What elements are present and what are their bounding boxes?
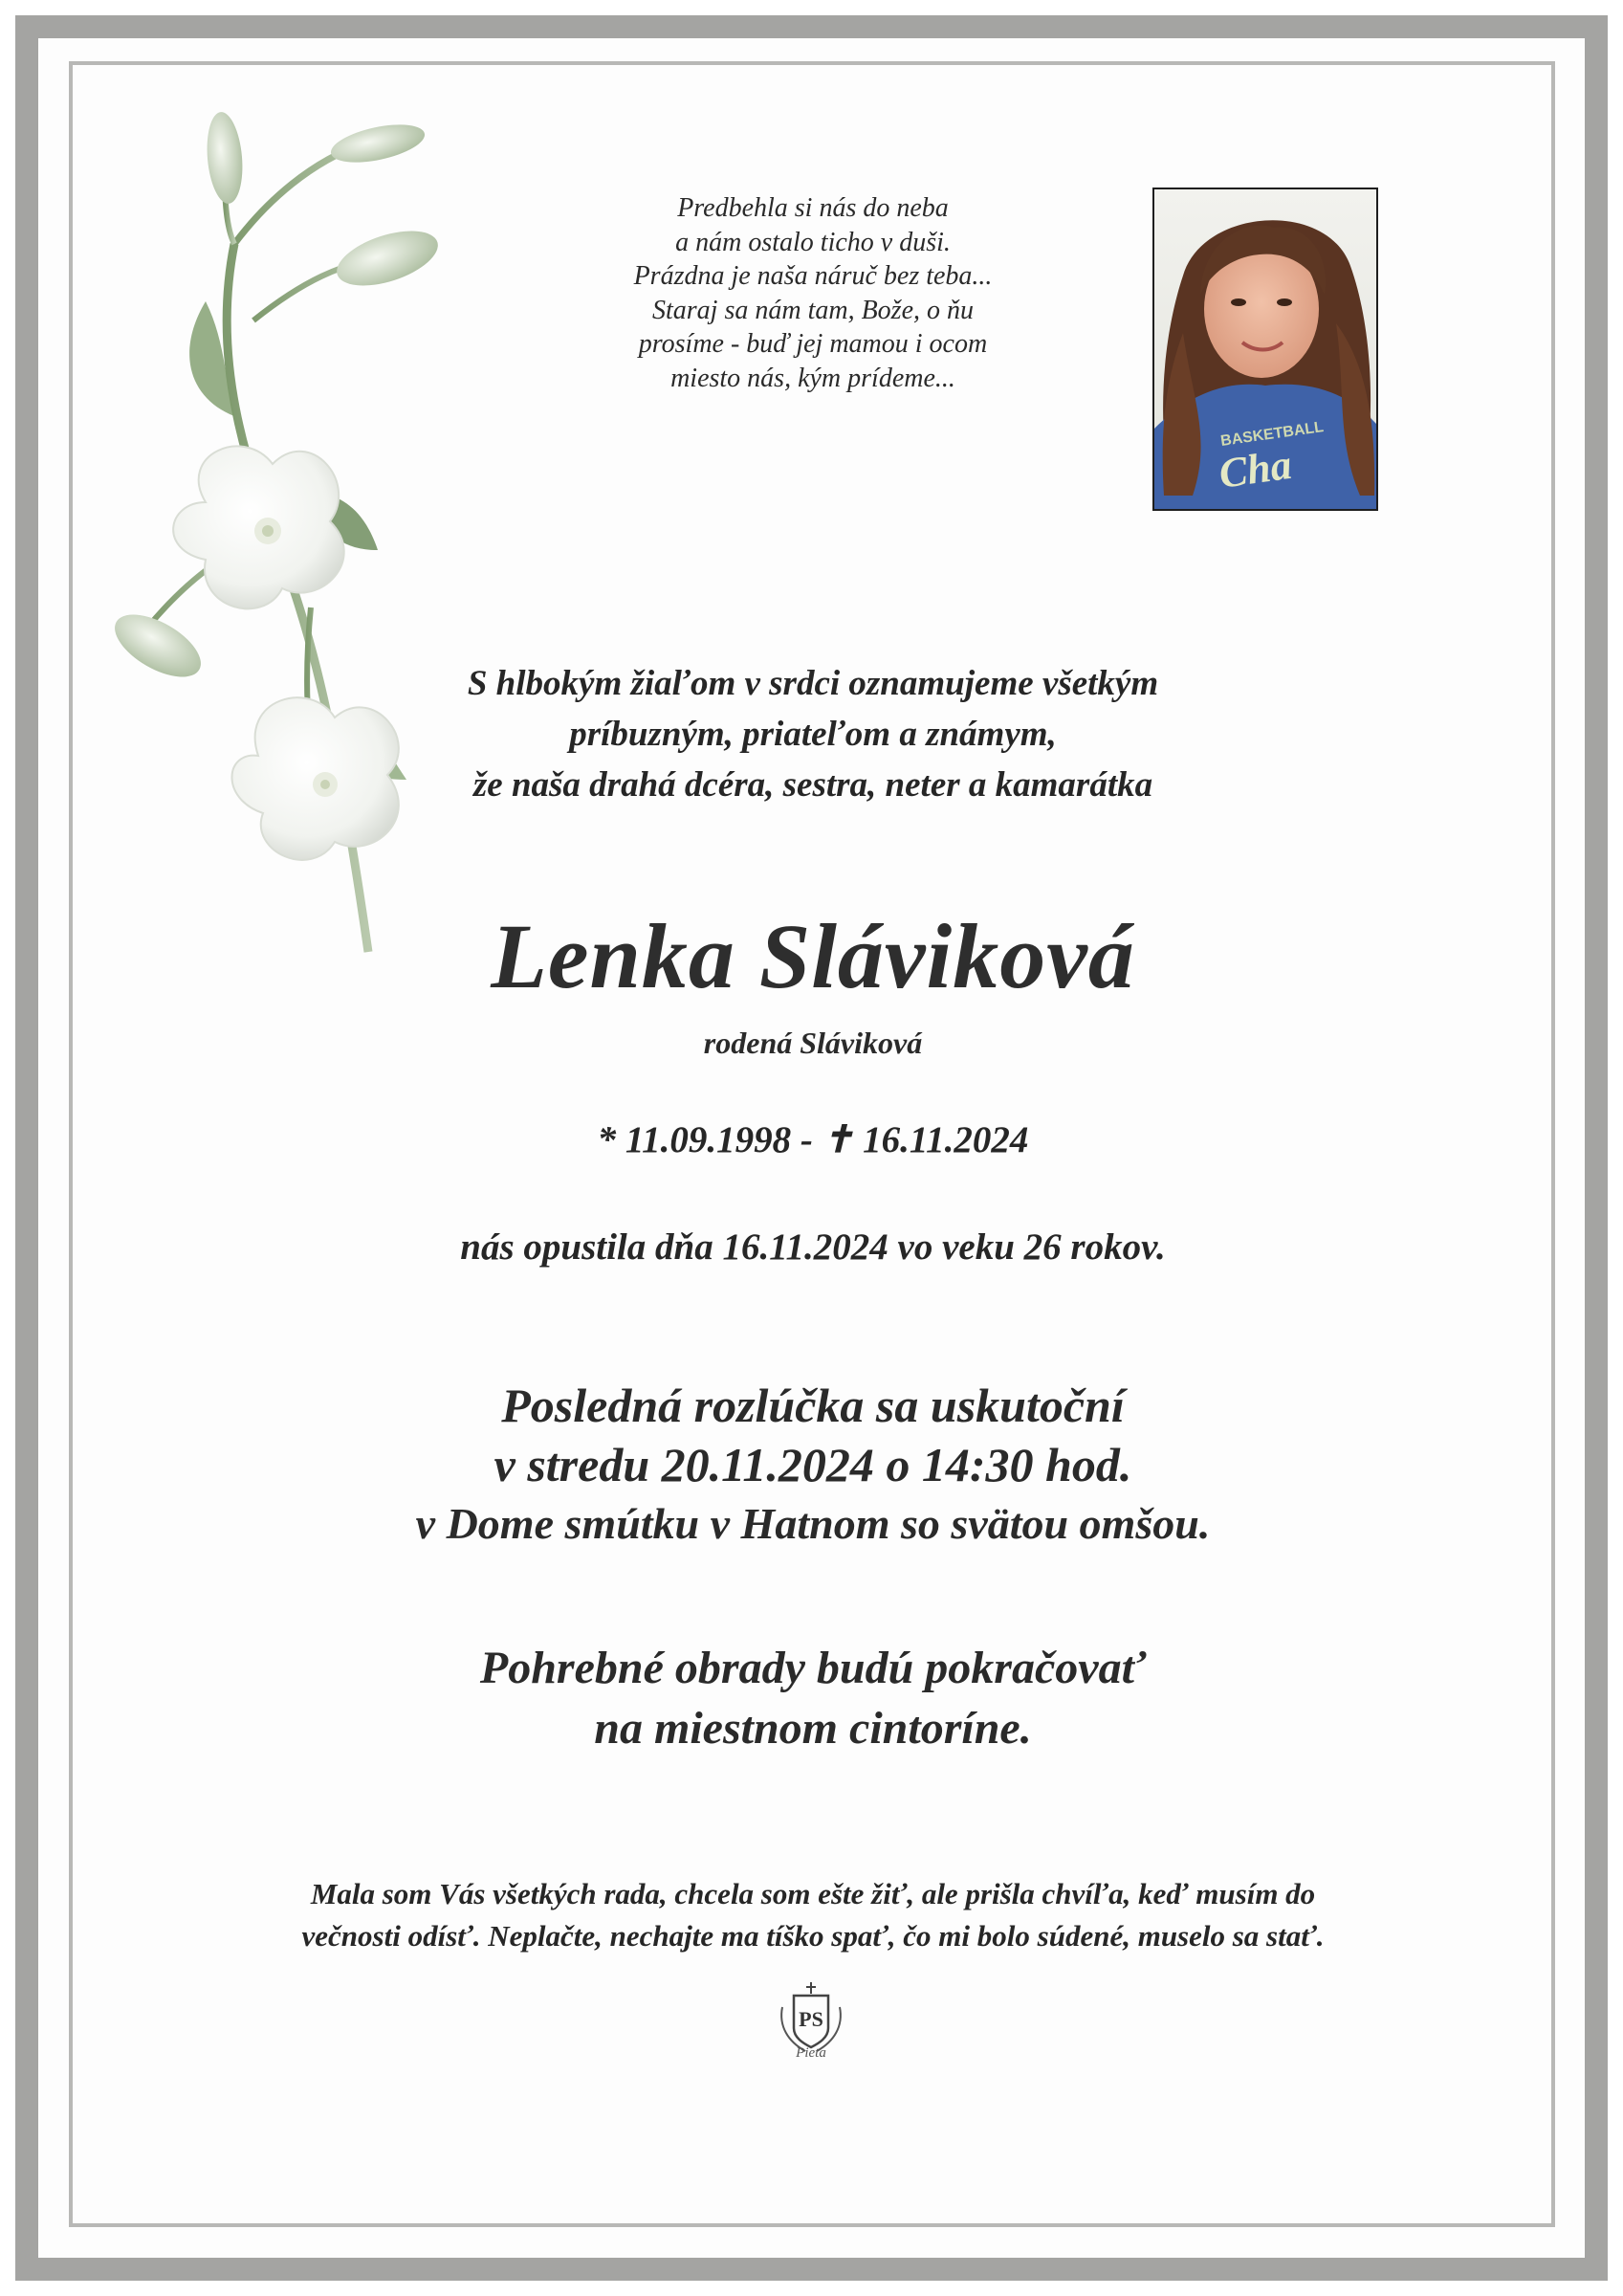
announcement-text: [287, 658, 1339, 810]
burial-info: [239, 1638, 1387, 1758]
portrait-photo: [1152, 188, 1378, 511]
farewell-line: večnosti odísť. Neplačte, nechajte ma tíško spať, čo mi bolo súdené, muselo sa stať.: [301, 1919, 1325, 1953]
farewell-verse: [115, 1873, 1511, 1957]
svg-text:Cha: Cha: [1216, 440, 1295, 497]
poem-line: Prázdna je naša náruč bez teba...: [633, 261, 993, 291]
ceremony-datetime: v stredu 20.11.2024 o 14:30 hod.: [493, 1438, 1132, 1491]
farewell-line: Mala som Vás všetkých rada, chcela som ešte žiť, ale prišla chvíľa, keď musím do: [310, 1877, 1316, 1910]
maiden-name: rodená Sláviková: [703, 1026, 923, 1060]
ceremony-line: Posledná rozlúčka sa uskutoční: [501, 1379, 1125, 1432]
logo-name: Pieta: [796, 2045, 826, 2061]
announcement-line: S hlbokým žiaľom v srdci oznamujeme všetkým: [467, 664, 1159, 703]
white-flowers-decoration: [91, 91, 473, 990]
portrait-image: [1154, 189, 1376, 509]
deceased-name: Lenka Sláviková: [491, 905, 1135, 1007]
age-line: nás opustila dňa 16.11.2024 vo veku 26 rokov.: [460, 1226, 1166, 1268]
life-dates: * 11.09.1998 - ✝ 16.11.2024: [597, 1119, 1029, 1160]
poem-line: Predbehla si nás do neba: [677, 193, 949, 223]
ceremony-info: [239, 1376, 1387, 1554]
memorial-poem: [536, 191, 1090, 395]
poem-line: miesto nás, kým prídeme...: [670, 363, 955, 393]
logo-monogram: PS: [799, 2007, 823, 2031]
poem-line: a nám ostalo ticho v duši.: [675, 227, 951, 257]
announcement-line: že naša drahá dcéra, sestra, neter a kamarátka: [472, 765, 1153, 805]
burial-line: na miestnom cintoríne.: [594, 1703, 1032, 1754]
poem-line: prosíme - buď jej mamou i ocom: [638, 329, 988, 359]
ceremony-place: v Dome smútku v Hatnom so svätou omšou.: [415, 1499, 1211, 1548]
announcement-line: príbuzným, priateľom a známym,: [569, 715, 1057, 754]
poem-line: Staraj sa nám tam, Bože, o ňu: [652, 295, 974, 325]
burial-line: Pohrebné obrady budú pokračovať: [479, 1643, 1147, 1693]
svg-text:BASKETBALL: BASKETBALL: [1219, 419, 1325, 450]
